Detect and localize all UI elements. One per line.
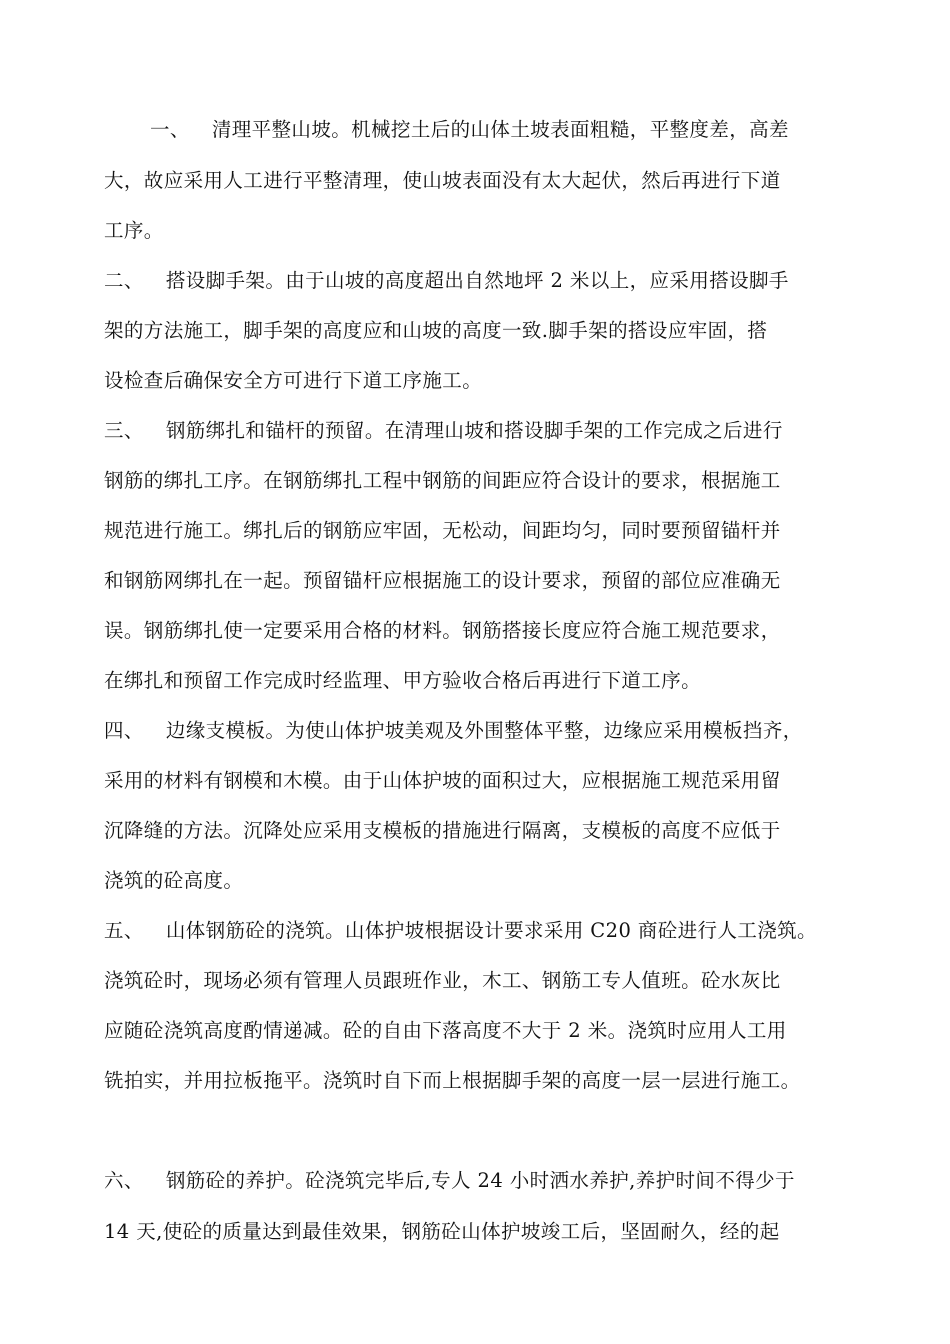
paragraph-1-line-1 [150, 117, 864, 143]
paragraph-6-line-1-text: 钢筋砼的养护。砼浇筑完毕后,专人 24 小时洒水养护,养护时间不得少于 [165, 1169, 795, 1192]
paragraph-3-line-1-text: 钢筋绑扎和锚杆的预留。在清理山坡和搭设脚手架的工作完成之后进行 [165, 419, 783, 442]
paragraph-4-line-1-text: 边缘支模板。为使山体护坡美观及外围整体平整，边缘应采用模板挡齐， [165, 719, 803, 742]
paragraph-5-line-1-text: 山体钢筋砼的浇筑。山体护坡根据设计要求采用 C20 商砼进行人工浇筑。 [165, 919, 817, 942]
paragraph-2-line-1-text: 搭设脚手架。由于山坡的高度超出自然地坪 2 米以上，应采用搭设脚手 [165, 269, 789, 292]
paragraph-3-line-4: 和钢筋网绑扎在一起。预留锚杆应根据施工的设计要求，预留的部位应准确无 [104, 569, 781, 592]
paragraph-5-line-2: 浇筑砼时，现场必须有管理人员跟班作业，木工、钢筋工专人值班。砼水灰比 [104, 969, 781, 992]
paragraph-4-line-3: 沉降缝的方法。沉降处应采用支模板的措施进行隔离，支模板的高度不应低于 [104, 819, 781, 842]
section-number-5: 五、 [104, 919, 144, 942]
paragraph-1-line-2: 大，故应采用人工进行平整清理，使山坡表面没有太大起伏，然后再进行下道 [104, 169, 781, 192]
section-number-3: 三、 [104, 419, 144, 442]
paragraph-3-line-6: 在绑扎和预留工作完成时经监理、甲方验收合格后再进行下道工序。 [104, 669, 702, 692]
paragraph-4-line-4: 浇筑的砼高度。 [104, 869, 244, 892]
paragraph-2-line-3: 设检查后确保安全方可进行下道工序施工。 [104, 369, 483, 392]
paragraph-1-line-1-text: 清理平整山坡。机械挖土后的山体土坡表面粗糙，平整度差，高差 [211, 118, 789, 141]
paragraph-3-line-5: 误。钢筋绑扎使一定要采用合格的材料。钢筋搭接长度应符合施工规范要求， [104, 619, 781, 642]
paragraph-5-line-1 [104, 918, 864, 944]
paragraph-6-line-2: 14 天,使砼的质量达到最佳效果，钢筋砼山体护坡竣工后，坚固耐久，经的起 [104, 1220, 780, 1243]
paragraph-1-line-3: 工序。 [104, 219, 164, 242]
paragraph-3-line-2: 钢筋的绑扎工序。在钢筋绑扎工程中钢筋的间距应符合设计的要求，根据施工 [104, 469, 781, 492]
paragraph-3-line-3: 规范进行施工。绑扎后的钢筋应牢固，无松动，间距均匀，同时要预留锚杆并 [104, 519, 781, 542]
section-number-2: 二、 [104, 269, 144, 292]
paragraph-6-line-1 [104, 1168, 864, 1194]
paragraph-5-line-4: 铣拍实，并用拉板拖平。浇筑时自下而上根据脚手架的高度一层一层进行施工。 [104, 1069, 801, 1092]
paragraph-4-line-1 [104, 718, 864, 744]
section-number-1: 一、 [150, 118, 190, 141]
paragraph-3-line-1 [104, 418, 864, 444]
paragraph-5-line-3: 应随砼浇筑高度酌情递减。砼的自由下落高度不大于 2 米。浇筑时应用人工用 [104, 1019, 787, 1042]
section-number-6: 六、 [104, 1169, 144, 1192]
paragraph-2-line-1 [104, 268, 864, 294]
paragraph-4-line-2: 采用的材料有钢模和木模。由于山体护坡的面积过大，应根据施工规范采用留 [104, 769, 781, 792]
section-number-4: 四、 [104, 719, 144, 742]
paragraph-2-line-2: 架的方法施工，脚手架的高度应和山坡的高度一致.脚手架的搭设应牢固，搭 [104, 319, 768, 342]
